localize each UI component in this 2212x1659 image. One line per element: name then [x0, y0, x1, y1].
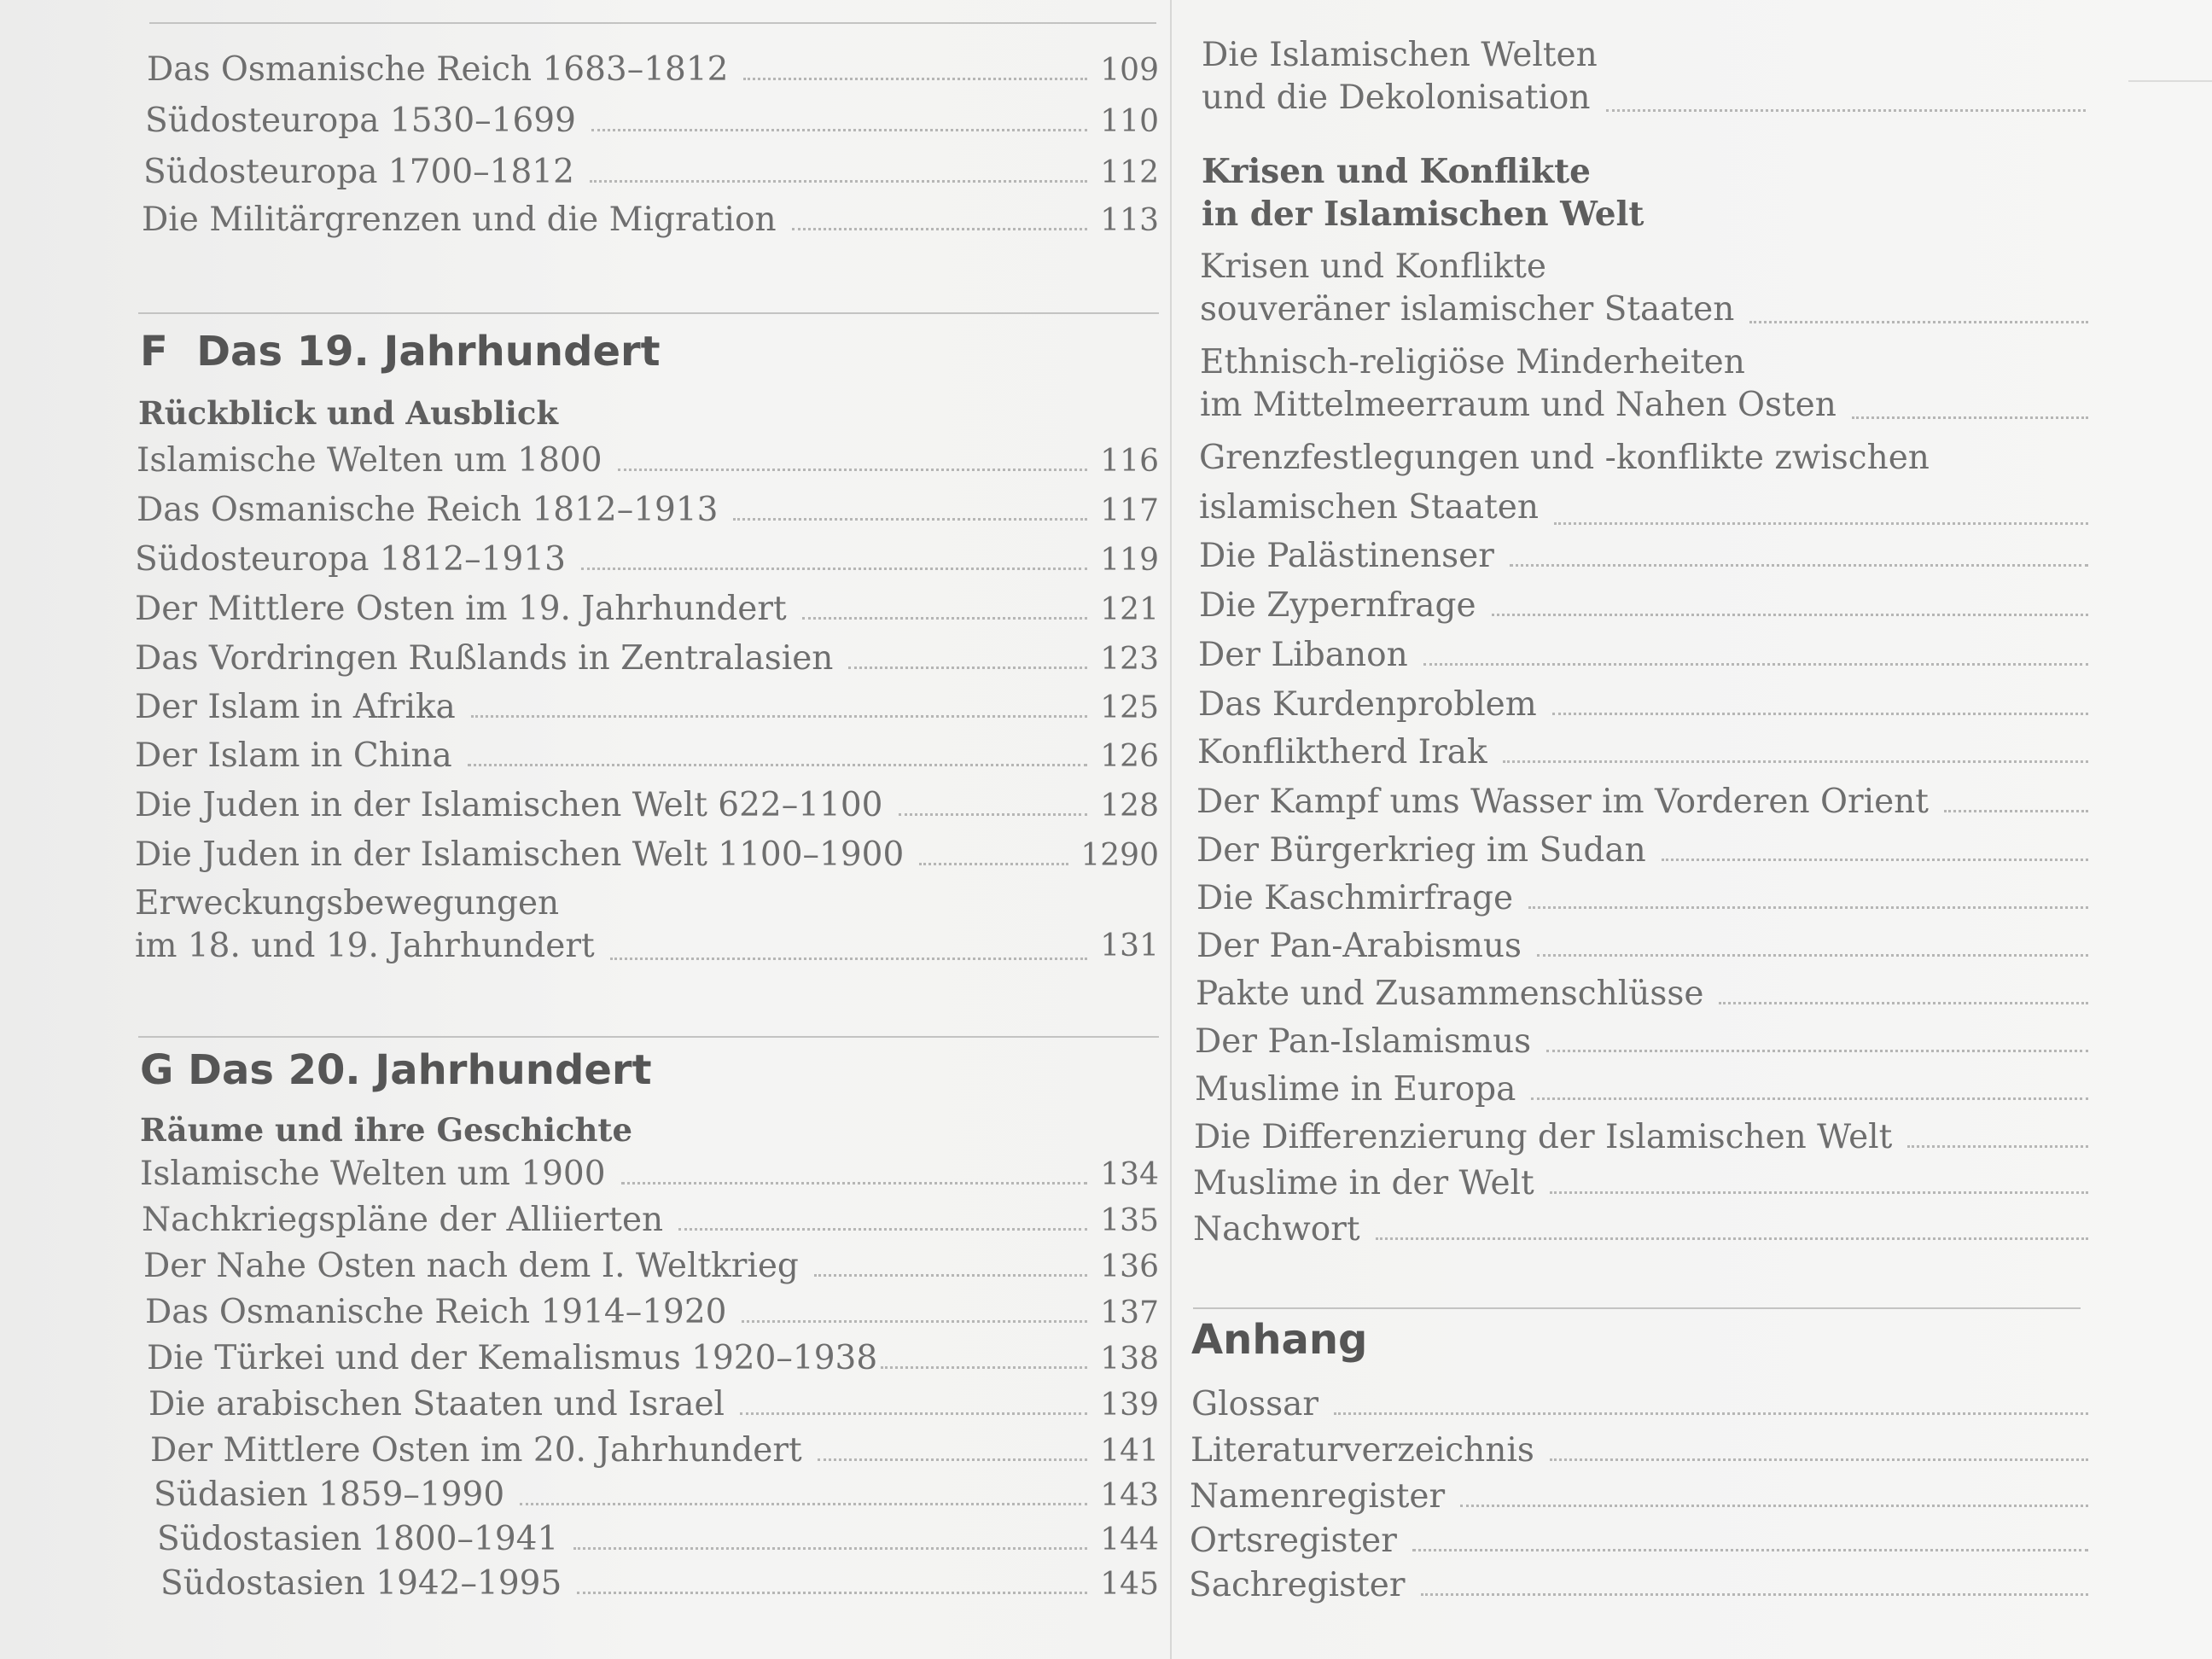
leader-dots [1554, 522, 2088, 525]
leader-dots [1528, 906, 2088, 909]
toc-entry-title-line2: im 18. und 19. Jahrhundert [135, 927, 595, 965]
toc-entry [1194, 1118, 2100, 1156]
toc-entry [1191, 1385, 2100, 1423]
toc-entry [142, 1203, 1159, 1237]
leader-dots [1537, 954, 2088, 957]
top-rule-left [149, 22, 1156, 24]
toc-entry-title: Die Zypernfrage [1199, 586, 1476, 625]
toc-entry [147, 50, 1159, 89]
toc-entry [135, 736, 1159, 775]
leader-dots [1510, 564, 2088, 567]
toc-entry-page: 1290 [1080, 838, 1159, 873]
toc-entry-title: Das Kurdenproblem [1198, 685, 1537, 724]
toc-entry [135, 835, 1159, 874]
toc-entry [1190, 1477, 2100, 1516]
leader-dots [1492, 614, 2088, 616]
toc-entry [137, 493, 1159, 527]
toc-entry-title: Die Türkei und der Kemalismus 1920–1938 [147, 1339, 878, 1377]
toc-entry [1193, 1210, 2100, 1249]
toc-entry-title: Der Mittlere Osten im 20. Jahrhundert [150, 1431, 802, 1470]
book-spine [1170, 0, 1172, 1659]
toc-entry-page: 143 [1100, 1478, 1159, 1513]
toc-entry [1199, 539, 2100, 573]
leader-dots [1606, 109, 2086, 112]
leader-dots [802, 617, 1087, 620]
leader-dots [577, 1592, 1087, 1594]
toc-entry-title: Südostasien 1800–1941 [157, 1520, 559, 1558]
toc-entry-title-line2: islamischen Staaten [1199, 488, 1539, 527]
leader-dots [520, 1503, 1087, 1505]
toc-entry-title: Konfliktherd Irak [1197, 733, 1487, 771]
toc-entry [148, 1385, 1159, 1423]
toc-entry-title: Der Pan-Islamismus [1195, 1022, 1532, 1061]
toc-entry-title: Südosteuropa 1700–1812 [143, 153, 574, 191]
leader-dots [581, 568, 1087, 570]
section-rule-f [138, 312, 1159, 314]
toc-entry-page: 136 [1100, 1249, 1159, 1284]
toc-entry-title-line1: Erweckungsbewegungen [135, 884, 560, 923]
toc-entry [140, 1155, 1159, 1193]
toc-entry-page: 141 [1100, 1434, 1159, 1469]
toc-entry-title: Der Mittlere Osten im 19. Jahrhundert [135, 590, 787, 628]
toc-entry [1193, 1164, 2100, 1202]
leader-dots [743, 78, 1087, 80]
leader-dots [1944, 810, 2088, 812]
leader-dots [818, 1458, 1087, 1461]
toc-entry-title: Muslime in Europa [1195, 1070, 1516, 1109]
toc-entry-page: 139 [1100, 1388, 1159, 1423]
toc-entry [135, 540, 1159, 579]
leader-dots [471, 715, 1087, 718]
toc-entry-page: 119 [1100, 543, 1159, 578]
toc-entry-title: Die Palästinenser [1199, 537, 1494, 575]
toc-entry-title: Pakte und Zusammenschlüsse [1196, 975, 1704, 1013]
toc-entry-title: Südostasien 1942–1995 [160, 1564, 562, 1603]
toc-entry [150, 1431, 1159, 1470]
toc-entry-page: 145 [1100, 1567, 1159, 1602]
toc-entry-page: 123 [1100, 642, 1159, 677]
toc-entry-page: 131 [1100, 928, 1159, 963]
toc-entry-title: Die arabischen Staaten und Israel [148, 1385, 725, 1423]
toc-entry-title: Nachkriegspläne der Alliierten [142, 1201, 664, 1239]
toc-entry [1196, 783, 2100, 821]
leader-dots [1546, 1050, 2088, 1052]
leader-dots [881, 1366, 1087, 1369]
chapter-heading-f: F Das 19. Jahrhundert [140, 328, 661, 375]
section-rule-g [138, 1036, 1159, 1038]
toc-entry-title: Die Kaschmirfrage [1196, 879, 1514, 917]
toc-entry-title: Der Libanon [1198, 636, 1408, 674]
toc-entry [1196, 831, 2100, 870]
toc-entry [1197, 733, 2100, 771]
toc-entry-title: Das Vordringen Rußlands in Zentralasien [135, 639, 834, 678]
leader-dots [1412, 1549, 2088, 1551]
leader-dots [610, 958, 1087, 960]
toc-entry-title-line1: Grenzfestlegungen und -konflikte zwischen [1199, 439, 1930, 477]
chapter-subhead-g: Räume und ihre Geschichte [140, 1111, 632, 1149]
toc-entry [1195, 1022, 2100, 1061]
toc-entry [1196, 879, 2100, 917]
toc-entry-title: Glossar [1191, 1385, 1319, 1423]
toc-entry-title: Literaturverzeichnis [1190, 1431, 1534, 1470]
toc-entry-two-line [135, 882, 1159, 968]
leader-dots [591, 129, 1087, 131]
toc-entry-title: Muslime in der Welt [1193, 1164, 1534, 1202]
toc-entry-page: 112 [1100, 155, 1159, 190]
toc-entry-page: 138 [1100, 1342, 1159, 1377]
toc-entry-page: 121 [1100, 592, 1159, 627]
leader-dots [919, 863, 1068, 865]
toc-entry-page: 137 [1100, 1295, 1159, 1330]
leader-dots [1662, 859, 2088, 861]
toc-entry-page: 109 [1100, 53, 1159, 88]
toc-entry-page: 134 [1100, 1157, 1159, 1192]
toc-entry [143, 155, 1159, 189]
toc-entry-title: Südosteuropa 1812–1913 [135, 540, 566, 579]
leader-dots [1531, 1097, 2088, 1100]
leader-dots [1460, 1505, 2088, 1507]
toc-entry-title: Die Juden in der Islamischen Welt 1100–1900 [135, 835, 905, 874]
chapter-subhead-f: Rückblick und Ausblick [138, 394, 558, 432]
toc-entry [143, 1249, 1159, 1283]
toc-entry-title-line1: Die Islamischen Welten [1202, 36, 1598, 74]
toc-entry-title: Die Differenzierung der Islamischen Welt [1194, 1118, 1893, 1156]
leader-dots [573, 1547, 1087, 1550]
toc-entry [135, 639, 1159, 678]
toc-entry-title-line1: Krisen und Konflikte [1200, 247, 1547, 286]
toc-entry-title: Der Islam in Afrika [135, 688, 456, 726]
toc-entry-page: 125 [1100, 690, 1159, 725]
leader-dots [468, 764, 1087, 766]
toc-entry-title-line1: Ethnisch-religiöse Minderheiten [1200, 343, 1745, 381]
section-heading-krisen [1202, 150, 1644, 236]
leader-dots [1550, 1191, 2088, 1194]
leader-dots [1907, 1145, 2088, 1148]
toc-entry-two-line [1199, 434, 2100, 533]
toc-entry-title: Die Juden in der Islamischen Welt 622–1100 [135, 786, 883, 824]
toc-entry-title: Der Nahe Osten nach dem I. Weltkrieg [143, 1247, 799, 1285]
toc-entry [147, 1339, 1159, 1377]
toc-entry [1190, 1522, 2100, 1560]
toc-entry-title-line2: im Mittelmeerraum und Nahen Osten [1200, 386, 1837, 424]
leader-dots [618, 469, 1087, 471]
toc-entry-title: Namenregister [1190, 1477, 1446, 1516]
toc-entry-title: Das Osmanische Reich 1812–1913 [137, 491, 719, 529]
toc-entry-title: Islamische Welten um 1900 [140, 1155, 606, 1193]
toc-entry-page: 113 [1100, 203, 1159, 238]
leader-dots [740, 1412, 1087, 1415]
toc-entry-title: Der Islam in China [135, 736, 452, 775]
toc-entry [1195, 1070, 2100, 1109]
toc-entry [137, 441, 1159, 480]
toc-entry-title: Ortsregister [1190, 1522, 1397, 1560]
toc-entry [157, 1522, 1159, 1556]
toc-entry [142, 201, 1159, 239]
section-heading-line2: in der Islamischen Welt [1202, 195, 1644, 234]
toc-entry [1196, 929, 2100, 963]
toc-entry [160, 1564, 1159, 1603]
chapter-heading-g: G Das 20. Jahrhundert [140, 1046, 652, 1094]
toc-entry-two-line [1200, 341, 2100, 427]
toc-entry-title: Die Militärgrenzen und die Migration [142, 201, 777, 239]
toc-entry-page: 126 [1100, 739, 1159, 774]
toc-entry-title: Das Osmanische Reich 1914–1920 [145, 1293, 727, 1331]
leader-dots [742, 1320, 1087, 1323]
toc-entry [154, 1476, 1159, 1514]
toc-entry [135, 690, 1159, 724]
toc-entry-title: Islamische Welten um 1800 [137, 441, 602, 480]
toc-entry-title: Der Bürgerkrieg im Sudan [1196, 831, 1646, 870]
leader-dots [1423, 663, 2088, 666]
leader-dots [1852, 416, 2088, 419]
toc-entry-page: 117 [1100, 493, 1159, 528]
toc-entry [1190, 1431, 2100, 1470]
leader-dots [848, 667, 1087, 669]
toc-entry-page: 110 [1100, 104, 1159, 139]
toc-entry-title: Der Pan-Arabismus [1196, 927, 1522, 965]
toc-entry-title: Südasien 1859–1990 [154, 1476, 505, 1514]
toc-entry-two-line [1200, 246, 2100, 331]
toc-entry [1199, 586, 2100, 625]
leader-dots [814, 1274, 1087, 1277]
leader-dots [1550, 1458, 2088, 1461]
toc-entry [1198, 638, 2100, 672]
toc-entry-title: Der Kampf ums Wasser im Vorderen Orient [1196, 783, 1929, 821]
toc-entry [135, 786, 1159, 824]
toc-entry-title: Nachwort [1193, 1210, 1360, 1249]
leader-dots [621, 1182, 1087, 1185]
edge-rule-right [2128, 80, 2212, 82]
leader-dots [1749, 321, 2088, 323]
appendix-heading: Anhang [1191, 1316, 1368, 1364]
toc-entry [1196, 975, 2100, 1013]
toc-entry [1198, 685, 2100, 724]
toc-entry-title: Sachregister [1189, 1566, 1406, 1604]
section-rule-anhang [1193, 1307, 2081, 1309]
toc-entry-title-line2: souveräner islamischer Staaten [1200, 290, 1735, 329]
leader-dots [590, 180, 1087, 183]
leader-dots [1334, 1412, 2088, 1415]
section-heading-line1: Krisen und Konflikte [1202, 152, 1591, 191]
leader-dots [1503, 760, 2088, 763]
leader-dots [792, 228, 1087, 230]
toc-entry-title: Südosteuropa 1530–1699 [145, 102, 576, 140]
leader-dots [1719, 1002, 2088, 1004]
leader-dots [1552, 713, 2088, 715]
toc-entry-title-line2: und die Dekolonisation [1202, 79, 1591, 117]
toc-entry-title: Das Osmanische Reich 1683–1812 [147, 50, 729, 89]
toc-entry-page: 135 [1100, 1203, 1159, 1238]
toc-entry [145, 102, 1159, 140]
leader-dots [1421, 1593, 2089, 1596]
toc-entry [1189, 1566, 2100, 1604]
toc-entry [135, 592, 1159, 626]
leader-dots [678, 1228, 1087, 1231]
leader-dots [733, 518, 1087, 521]
toc-entry-page: 128 [1100, 789, 1159, 824]
leader-dots [1376, 1237, 2088, 1240]
toc-entry-page: 144 [1100, 1522, 1159, 1557]
toc-entry [145, 1295, 1159, 1329]
toc-entry-page: 116 [1100, 444, 1159, 479]
leader-dots [899, 813, 1088, 816]
toc-entry-two-line [1202, 34, 2098, 119]
